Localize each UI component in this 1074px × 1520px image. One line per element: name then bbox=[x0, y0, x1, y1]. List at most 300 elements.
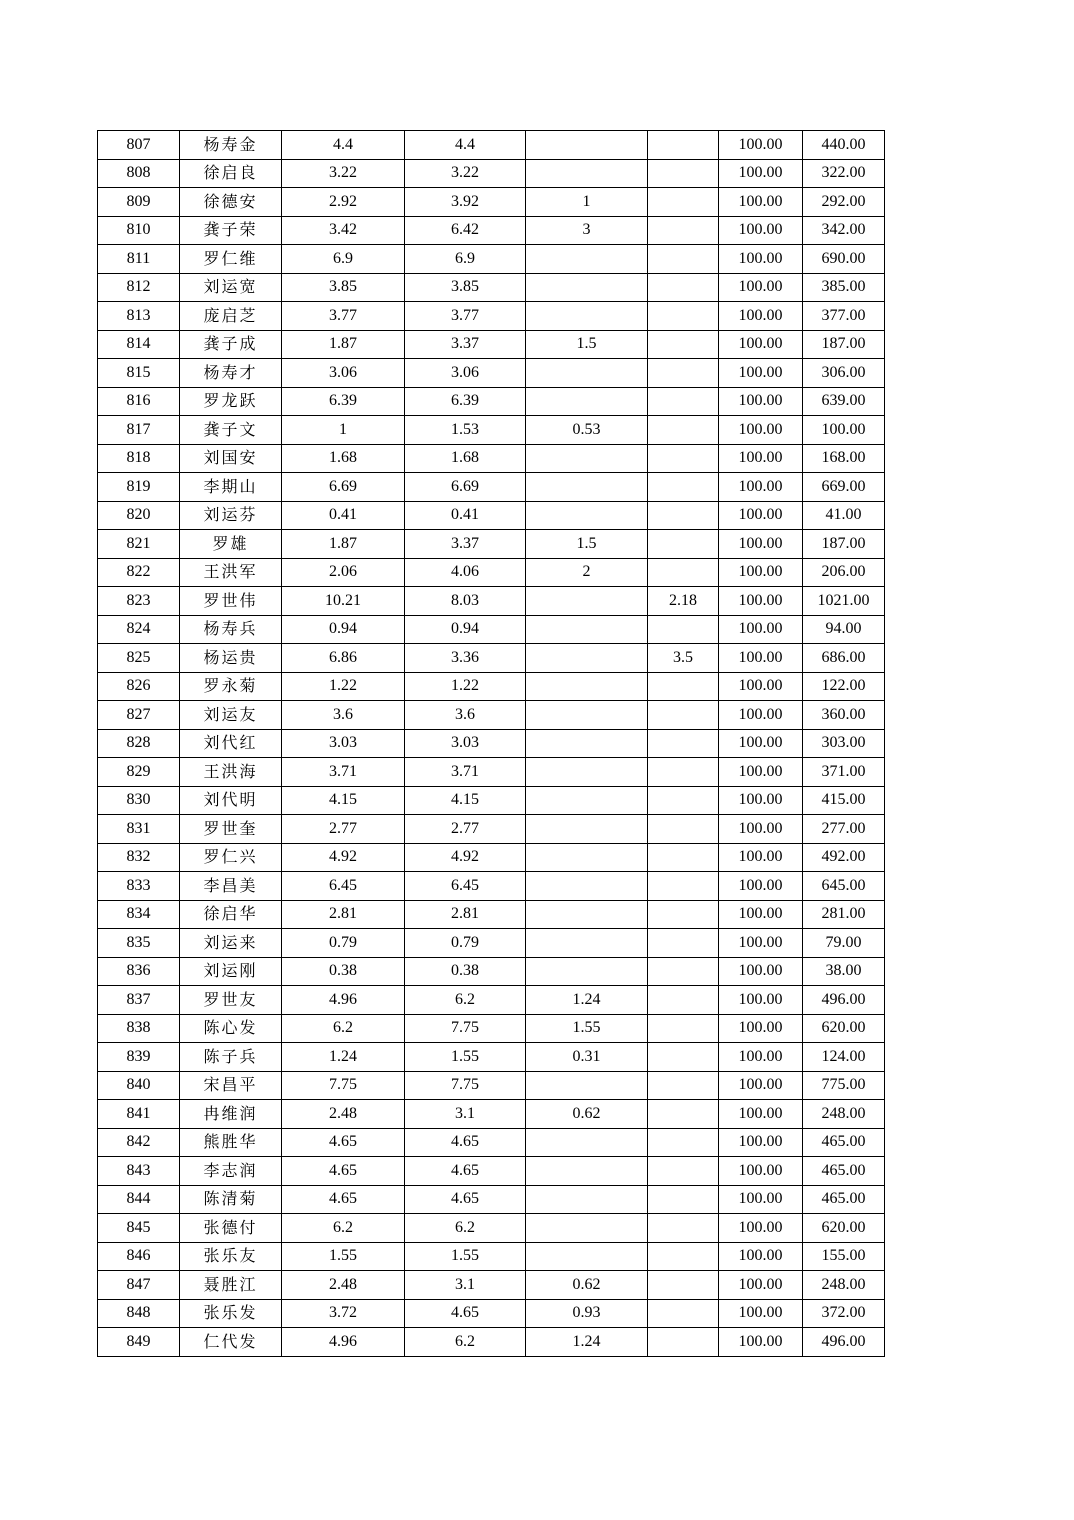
row-number-cell: 840 bbox=[98, 1071, 180, 1100]
rate-cell: 100.00 bbox=[719, 1242, 803, 1271]
value-d-cell bbox=[648, 1014, 719, 1043]
row-number-cell: 811 bbox=[98, 245, 180, 274]
row-number-cell: 835 bbox=[98, 929, 180, 958]
amount-cell: 377.00 bbox=[803, 302, 885, 331]
row-number-cell: 822 bbox=[98, 558, 180, 587]
value-d-cell bbox=[648, 758, 719, 787]
name-cell: 李期山 bbox=[180, 473, 282, 502]
value-c-cell bbox=[526, 1128, 648, 1157]
value-d-cell bbox=[648, 245, 719, 274]
rate-cell: 100.00 bbox=[719, 558, 803, 587]
name-cell: 王洪军 bbox=[180, 558, 282, 587]
amount-cell: 385.00 bbox=[803, 273, 885, 302]
value-d-cell: 2.18 bbox=[648, 587, 719, 616]
name-cell: 陈心发 bbox=[180, 1014, 282, 1043]
value-c-cell bbox=[526, 159, 648, 188]
value-c-cell bbox=[526, 815, 648, 844]
rate-cell: 100.00 bbox=[719, 444, 803, 473]
value-a-cell: 6.45 bbox=[282, 872, 405, 901]
value-a-cell: 3.72 bbox=[282, 1299, 405, 1328]
value-b-cell: 3.37 bbox=[405, 330, 526, 359]
amount-cell: 620.00 bbox=[803, 1014, 885, 1043]
value-d-cell bbox=[648, 1214, 719, 1243]
rate-cell: 100.00 bbox=[719, 1043, 803, 1072]
amount-cell: 465.00 bbox=[803, 1128, 885, 1157]
value-b-cell: 4.92 bbox=[405, 843, 526, 872]
value-a-cell: 3.85 bbox=[282, 273, 405, 302]
amount-cell: 690.00 bbox=[803, 245, 885, 274]
value-d-cell bbox=[648, 900, 719, 929]
rate-cell: 100.00 bbox=[719, 701, 803, 730]
table-row bbox=[98, 501, 885, 530]
value-a-cell: 4.4 bbox=[282, 131, 405, 160]
value-c-cell bbox=[526, 672, 648, 701]
value-a-cell: 3.6 bbox=[282, 701, 405, 730]
value-a-cell: 2.06 bbox=[282, 558, 405, 587]
value-a-cell: 6.39 bbox=[282, 387, 405, 416]
row-number-cell: 814 bbox=[98, 330, 180, 359]
value-c-cell bbox=[526, 359, 648, 388]
value-d-cell bbox=[648, 131, 719, 160]
value-a-cell: 1.55 bbox=[282, 1242, 405, 1271]
value-d-cell bbox=[648, 786, 719, 815]
rate-cell: 100.00 bbox=[719, 1157, 803, 1186]
value-b-cell: 1.22 bbox=[405, 672, 526, 701]
rate-cell: 100.00 bbox=[719, 672, 803, 701]
rate-cell: 100.00 bbox=[719, 644, 803, 673]
value-b-cell: 2.81 bbox=[405, 900, 526, 929]
name-cell: 刘运宽 bbox=[180, 273, 282, 302]
table-row bbox=[98, 1328, 885, 1357]
value-d-cell bbox=[648, 273, 719, 302]
amount-cell: 124.00 bbox=[803, 1043, 885, 1072]
amount-cell: 281.00 bbox=[803, 900, 885, 929]
row-number-cell: 847 bbox=[98, 1271, 180, 1300]
name-cell: 刘运芬 bbox=[180, 501, 282, 530]
amount-cell: 415.00 bbox=[803, 786, 885, 815]
value-d-cell bbox=[648, 929, 719, 958]
name-cell: 陈子兵 bbox=[180, 1043, 282, 1072]
value-a-cell: 10.21 bbox=[282, 587, 405, 616]
amount-cell: 440.00 bbox=[803, 131, 885, 160]
row-number-cell: 833 bbox=[98, 872, 180, 901]
amount-cell: 206.00 bbox=[803, 558, 885, 587]
amount-cell: 122.00 bbox=[803, 672, 885, 701]
rate-cell: 100.00 bbox=[719, 843, 803, 872]
value-b-cell: 1.68 bbox=[405, 444, 526, 473]
name-cell: 罗世友 bbox=[180, 986, 282, 1015]
value-b-cell: 3.03 bbox=[405, 729, 526, 758]
row-number-cell: 832 bbox=[98, 843, 180, 872]
name-cell: 罗世伟 bbox=[180, 587, 282, 616]
table-row bbox=[98, 1271, 885, 1300]
table-row bbox=[98, 644, 885, 673]
rate-cell: 100.00 bbox=[719, 416, 803, 445]
row-number-cell: 830 bbox=[98, 786, 180, 815]
value-a-cell: 4.15 bbox=[282, 786, 405, 815]
value-b-cell: 3.22 bbox=[405, 159, 526, 188]
row-number-cell: 817 bbox=[98, 416, 180, 445]
value-c-cell bbox=[526, 957, 648, 986]
value-a-cell: 6.9 bbox=[282, 245, 405, 274]
row-number-cell: 834 bbox=[98, 900, 180, 929]
amount-cell: 79.00 bbox=[803, 929, 885, 958]
value-c-cell bbox=[526, 1214, 648, 1243]
value-a-cell: 6.2 bbox=[282, 1014, 405, 1043]
ledger-table bbox=[97, 130, 885, 1357]
name-cell: 杨寿才 bbox=[180, 359, 282, 388]
value-d-cell bbox=[648, 330, 719, 359]
value-c-cell bbox=[526, 701, 648, 730]
table-row bbox=[98, 900, 885, 929]
value-c-cell bbox=[526, 786, 648, 815]
value-d-cell bbox=[648, 1128, 719, 1157]
row-number-cell: 837 bbox=[98, 986, 180, 1015]
value-c-cell bbox=[526, 929, 648, 958]
table-row bbox=[98, 1014, 885, 1043]
value-b-cell: 3.85 bbox=[405, 273, 526, 302]
value-c-cell: 0.93 bbox=[526, 1299, 648, 1328]
value-b-cell: 6.39 bbox=[405, 387, 526, 416]
value-c-cell bbox=[526, 758, 648, 787]
value-b-cell: 3.6 bbox=[405, 701, 526, 730]
name-cell: 王洪海 bbox=[180, 758, 282, 787]
name-cell: 李志润 bbox=[180, 1157, 282, 1186]
name-cell: 张乐友 bbox=[180, 1242, 282, 1271]
amount-cell: 465.00 bbox=[803, 1185, 885, 1214]
amount-cell: 645.00 bbox=[803, 872, 885, 901]
value-a-cell: 3.06 bbox=[282, 359, 405, 388]
table-row bbox=[98, 1071, 885, 1100]
row-number-cell: 816 bbox=[98, 387, 180, 416]
table-row bbox=[98, 359, 885, 388]
table-row bbox=[98, 188, 885, 217]
value-c-cell bbox=[526, 1157, 648, 1186]
row-number-cell: 829 bbox=[98, 758, 180, 787]
value-a-cell: 0.94 bbox=[282, 615, 405, 644]
value-d-cell bbox=[648, 1071, 719, 1100]
amount-cell: 496.00 bbox=[803, 986, 885, 1015]
value-a-cell: 2.48 bbox=[282, 1271, 405, 1300]
name-cell: 徐启华 bbox=[180, 900, 282, 929]
row-number-cell: 838 bbox=[98, 1014, 180, 1043]
amount-cell: 371.00 bbox=[803, 758, 885, 787]
value-b-cell: 3.36 bbox=[405, 644, 526, 673]
row-number-cell: 849 bbox=[98, 1328, 180, 1357]
value-a-cell: 4.65 bbox=[282, 1128, 405, 1157]
value-b-cell: 7.75 bbox=[405, 1071, 526, 1100]
rate-cell: 100.00 bbox=[719, 387, 803, 416]
rate-cell: 100.00 bbox=[719, 815, 803, 844]
table-row bbox=[98, 558, 885, 587]
value-b-cell: 3.1 bbox=[405, 1100, 526, 1129]
value-a-cell: 2.92 bbox=[282, 188, 405, 217]
value-d-cell: 3.5 bbox=[648, 644, 719, 673]
table-row bbox=[98, 1043, 885, 1072]
table-row bbox=[98, 587, 885, 616]
value-a-cell: 2.77 bbox=[282, 815, 405, 844]
name-cell: 刘运友 bbox=[180, 701, 282, 730]
table-row bbox=[98, 1214, 885, 1243]
rate-cell: 100.00 bbox=[719, 1071, 803, 1100]
row-number-cell: 808 bbox=[98, 159, 180, 188]
value-b-cell: 8.03 bbox=[405, 587, 526, 616]
amount-cell: 187.00 bbox=[803, 330, 885, 359]
table-row bbox=[98, 330, 885, 359]
value-c-cell: 0.31 bbox=[526, 1043, 648, 1072]
value-a-cell: 4.96 bbox=[282, 986, 405, 1015]
amount-cell: 306.00 bbox=[803, 359, 885, 388]
table-row bbox=[98, 872, 885, 901]
name-cell: 罗永菊 bbox=[180, 672, 282, 701]
value-d-cell bbox=[648, 672, 719, 701]
value-b-cell: 6.2 bbox=[405, 1328, 526, 1357]
row-number-cell: 845 bbox=[98, 1214, 180, 1243]
rate-cell: 100.00 bbox=[719, 1328, 803, 1357]
value-d-cell bbox=[648, 986, 719, 1015]
rate-cell: 100.00 bbox=[719, 729, 803, 758]
value-b-cell: 3.06 bbox=[405, 359, 526, 388]
value-b-cell: 0.41 bbox=[405, 501, 526, 530]
value-c-cell: 1.55 bbox=[526, 1014, 648, 1043]
name-cell: 刘运来 bbox=[180, 929, 282, 958]
row-number-cell: 836 bbox=[98, 957, 180, 986]
value-d-cell bbox=[648, 1157, 719, 1186]
rate-cell: 100.00 bbox=[719, 473, 803, 502]
row-number-cell: 839 bbox=[98, 1043, 180, 1072]
value-c-cell bbox=[526, 615, 648, 644]
table-row bbox=[98, 1242, 885, 1271]
value-a-cell: 1.24 bbox=[282, 1043, 405, 1072]
value-b-cell: 6.45 bbox=[405, 872, 526, 901]
rate-cell: 100.00 bbox=[719, 302, 803, 331]
value-c-cell bbox=[526, 872, 648, 901]
value-d-cell bbox=[648, 530, 719, 559]
value-a-cell: 0.79 bbox=[282, 929, 405, 958]
value-c-cell bbox=[526, 587, 648, 616]
value-b-cell: 4.4 bbox=[405, 131, 526, 160]
value-d-cell bbox=[648, 444, 719, 473]
table-row bbox=[98, 615, 885, 644]
row-number-cell: 827 bbox=[98, 701, 180, 730]
amount-cell: 620.00 bbox=[803, 1214, 885, 1243]
value-a-cell: 1.87 bbox=[282, 330, 405, 359]
row-number-cell: 826 bbox=[98, 672, 180, 701]
amount-cell: 360.00 bbox=[803, 701, 885, 730]
name-cell: 杨寿兵 bbox=[180, 615, 282, 644]
table-row bbox=[98, 1299, 885, 1328]
value-b-cell: 1.55 bbox=[405, 1242, 526, 1271]
value-d-cell bbox=[648, 302, 719, 331]
name-cell: 罗龙跃 bbox=[180, 387, 282, 416]
name-cell: 仁代发 bbox=[180, 1328, 282, 1357]
rate-cell: 100.00 bbox=[719, 758, 803, 787]
table-row bbox=[98, 131, 885, 160]
table-row bbox=[98, 843, 885, 872]
name-cell: 龚子文 bbox=[180, 416, 282, 445]
value-d-cell bbox=[648, 159, 719, 188]
value-d-cell bbox=[648, 387, 719, 416]
value-b-cell: 4.65 bbox=[405, 1157, 526, 1186]
value-a-cell: 3.71 bbox=[282, 758, 405, 787]
table-row bbox=[98, 273, 885, 302]
amount-cell: 248.00 bbox=[803, 1100, 885, 1129]
table-row bbox=[98, 786, 885, 815]
row-number-cell: 823 bbox=[98, 587, 180, 616]
value-c-cell: 1 bbox=[526, 188, 648, 217]
row-number-cell: 819 bbox=[98, 473, 180, 502]
name-cell: 冉维润 bbox=[180, 1100, 282, 1129]
value-b-cell: 1.53 bbox=[405, 416, 526, 445]
value-a-cell: 4.92 bbox=[282, 843, 405, 872]
amount-cell: 496.00 bbox=[803, 1328, 885, 1357]
value-b-cell: 6.9 bbox=[405, 245, 526, 274]
table-row bbox=[98, 758, 885, 787]
name-cell: 宋昌平 bbox=[180, 1071, 282, 1100]
table-row bbox=[98, 701, 885, 730]
row-number-cell: 828 bbox=[98, 729, 180, 758]
table-row bbox=[98, 1128, 885, 1157]
value-d-cell bbox=[648, 1100, 719, 1129]
value-c-cell bbox=[526, 729, 648, 758]
amount-cell: 41.00 bbox=[803, 501, 885, 530]
rate-cell: 100.00 bbox=[719, 245, 803, 274]
table-row bbox=[98, 815, 885, 844]
rate-cell: 100.00 bbox=[719, 615, 803, 644]
row-number-cell: 842 bbox=[98, 1128, 180, 1157]
value-c-cell: 1.24 bbox=[526, 986, 648, 1015]
value-d-cell bbox=[648, 729, 719, 758]
name-cell: 刘代明 bbox=[180, 786, 282, 815]
name-cell: 罗仁兴 bbox=[180, 843, 282, 872]
value-d-cell bbox=[648, 1185, 719, 1214]
value-c-cell bbox=[526, 501, 648, 530]
rate-cell: 100.00 bbox=[719, 1299, 803, 1328]
row-number-cell: 841 bbox=[98, 1100, 180, 1129]
amount-cell: 303.00 bbox=[803, 729, 885, 758]
rate-cell: 100.00 bbox=[719, 330, 803, 359]
rate-cell: 100.00 bbox=[719, 587, 803, 616]
value-c-cell: 1.5 bbox=[526, 330, 648, 359]
amount-cell: 277.00 bbox=[803, 815, 885, 844]
name-cell: 聂胜江 bbox=[180, 1271, 282, 1300]
value-b-cell: 3.92 bbox=[405, 188, 526, 217]
row-number-cell: 818 bbox=[98, 444, 180, 473]
value-a-cell: 2.81 bbox=[282, 900, 405, 929]
value-d-cell bbox=[648, 1242, 719, 1271]
name-cell: 罗仁维 bbox=[180, 245, 282, 274]
rate-cell: 100.00 bbox=[719, 1128, 803, 1157]
value-a-cell: 1.87 bbox=[282, 530, 405, 559]
value-a-cell: 4.65 bbox=[282, 1157, 405, 1186]
value-a-cell: 0.38 bbox=[282, 957, 405, 986]
value-b-cell: 1.55 bbox=[405, 1043, 526, 1072]
value-a-cell: 1 bbox=[282, 416, 405, 445]
value-b-cell: 0.94 bbox=[405, 615, 526, 644]
value-b-cell: 3.77 bbox=[405, 302, 526, 331]
value-b-cell: 4.65 bbox=[405, 1299, 526, 1328]
value-c-cell: 1.24 bbox=[526, 1328, 648, 1357]
value-c-cell bbox=[526, 444, 648, 473]
value-a-cell: 7.75 bbox=[282, 1071, 405, 1100]
name-cell: 龚子成 bbox=[180, 330, 282, 359]
table-row bbox=[98, 444, 885, 473]
rate-cell: 100.00 bbox=[719, 986, 803, 1015]
row-number-cell: 821 bbox=[98, 530, 180, 559]
row-number-cell: 831 bbox=[98, 815, 180, 844]
amount-cell: 372.00 bbox=[803, 1299, 885, 1328]
rate-cell: 100.00 bbox=[719, 900, 803, 929]
name-cell: 熊胜华 bbox=[180, 1128, 282, 1157]
value-d-cell bbox=[648, 1299, 719, 1328]
value-d-cell bbox=[648, 188, 719, 217]
row-number-cell: 843 bbox=[98, 1157, 180, 1186]
value-d-cell bbox=[648, 1271, 719, 1300]
value-b-cell: 0.38 bbox=[405, 957, 526, 986]
value-d-cell bbox=[648, 558, 719, 587]
value-a-cell: 4.96 bbox=[282, 1328, 405, 1357]
value-a-cell: 4.65 bbox=[282, 1185, 405, 1214]
value-d-cell bbox=[648, 416, 719, 445]
rate-cell: 100.00 bbox=[719, 786, 803, 815]
value-a-cell: 3.42 bbox=[282, 216, 405, 245]
row-number-cell: 824 bbox=[98, 615, 180, 644]
value-b-cell: 6.2 bbox=[405, 986, 526, 1015]
value-c-cell bbox=[526, 644, 648, 673]
value-c-cell bbox=[526, 1071, 648, 1100]
rate-cell: 100.00 bbox=[719, 131, 803, 160]
value-d-cell bbox=[648, 843, 719, 872]
value-a-cell: 6.86 bbox=[282, 644, 405, 673]
table-row bbox=[98, 929, 885, 958]
row-number-cell: 815 bbox=[98, 359, 180, 388]
row-number-cell: 846 bbox=[98, 1242, 180, 1271]
value-c-cell bbox=[526, 1242, 648, 1271]
value-d-cell bbox=[648, 216, 719, 245]
row-number-cell: 848 bbox=[98, 1299, 180, 1328]
value-d-cell bbox=[648, 473, 719, 502]
name-cell: 徐德安 bbox=[180, 188, 282, 217]
name-cell: 张德付 bbox=[180, 1214, 282, 1243]
name-cell: 徐启良 bbox=[180, 159, 282, 188]
value-b-cell: 6.42 bbox=[405, 216, 526, 245]
name-cell: 杨运贵 bbox=[180, 644, 282, 673]
value-b-cell: 4.65 bbox=[405, 1185, 526, 1214]
amount-cell: 775.00 bbox=[803, 1071, 885, 1100]
row-number-cell: 810 bbox=[98, 216, 180, 245]
value-b-cell: 2.77 bbox=[405, 815, 526, 844]
amount-cell: 492.00 bbox=[803, 843, 885, 872]
amount-cell: 322.00 bbox=[803, 159, 885, 188]
value-b-cell: 7.75 bbox=[405, 1014, 526, 1043]
value-c-cell bbox=[526, 387, 648, 416]
value-b-cell: 3.71 bbox=[405, 758, 526, 787]
name-cell: 刘国安 bbox=[180, 444, 282, 473]
name-cell: 张乐发 bbox=[180, 1299, 282, 1328]
rate-cell: 100.00 bbox=[719, 273, 803, 302]
rate-cell: 100.00 bbox=[719, 501, 803, 530]
value-b-cell: 6.69 bbox=[405, 473, 526, 502]
table-row bbox=[98, 245, 885, 274]
rate-cell: 100.00 bbox=[719, 929, 803, 958]
amount-cell: 1021.00 bbox=[803, 587, 885, 616]
table-row bbox=[98, 302, 885, 331]
name-cell: 刘运刚 bbox=[180, 957, 282, 986]
value-d-cell bbox=[648, 957, 719, 986]
amount-cell: 187.00 bbox=[803, 530, 885, 559]
value-c-cell bbox=[526, 302, 648, 331]
amount-cell: 686.00 bbox=[803, 644, 885, 673]
